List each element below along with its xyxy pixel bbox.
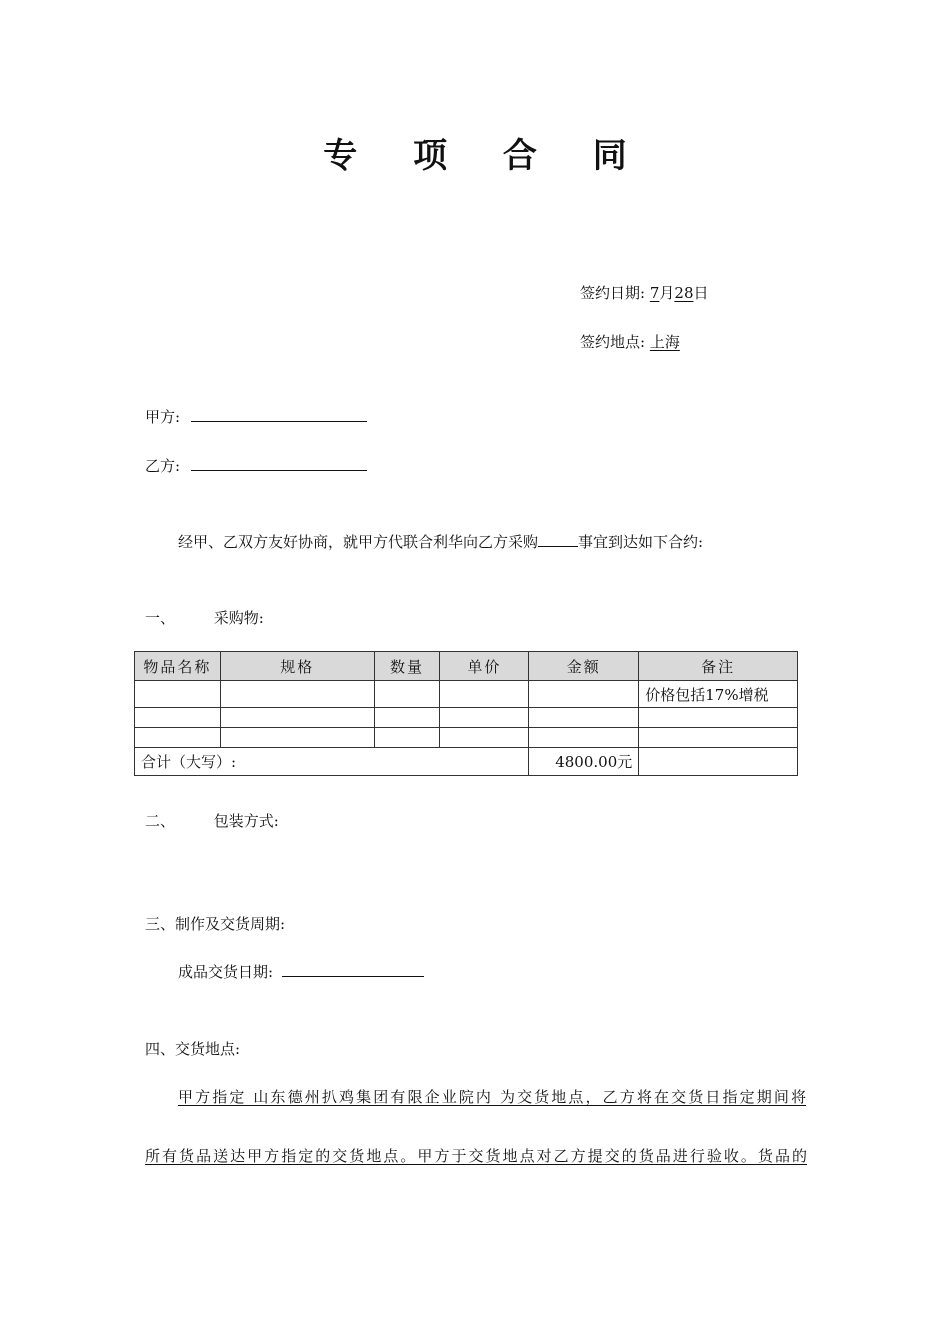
table-header-cell: 数量 xyxy=(374,652,440,681)
table-cell xyxy=(639,748,798,776)
table-cell xyxy=(440,708,529,728)
sign-day-unit: 日 xyxy=(693,284,709,302)
table-total-row xyxy=(135,748,798,776)
table-cell xyxy=(135,681,221,708)
table-row xyxy=(135,681,798,708)
party-a-blank xyxy=(191,407,367,422)
sign-place xyxy=(580,331,680,352)
section-4-line-2: 所有货品送达甲方指定的交货地点。甲方于交货地点对乙方提交的货品进行验收。货品的 xyxy=(145,1147,807,1165)
table-cell xyxy=(135,728,221,748)
section-2-number: 二、 xyxy=(145,812,176,830)
table-total-label: 合计（大写）: xyxy=(135,748,529,776)
section-2-title: 包装方式: xyxy=(213,812,279,830)
sign-place-value: 上海 xyxy=(649,333,680,351)
table-cell xyxy=(529,681,639,708)
sign-date-label: 签约日期: xyxy=(580,284,646,302)
section-4-line-1: 甲方指定 山东德州扒鸡集团有限企业院内 为交货地点，乙方将在交货日指定期间将 xyxy=(178,1088,806,1106)
table-cell xyxy=(374,708,440,728)
table-cell xyxy=(220,708,374,728)
party-b-label: 乙方: xyxy=(145,457,181,475)
sign-date xyxy=(580,282,709,303)
purchase-table xyxy=(134,651,798,776)
table-cell xyxy=(529,728,639,748)
intro-text-before: 经甲、乙双方友好协商，就甲方代联合利华向乙方采购 xyxy=(178,533,539,551)
table-header-cell: 备注 xyxy=(639,652,798,681)
section-1-heading xyxy=(145,607,264,628)
delivery-date-label: 成品交货日期: xyxy=(178,963,274,981)
table-cell xyxy=(440,681,529,708)
party-b xyxy=(145,455,367,476)
table-cell xyxy=(374,681,440,708)
table-cell xyxy=(639,728,798,748)
table-cell xyxy=(374,728,440,748)
table-header-cell: 规格 xyxy=(220,652,374,681)
table-row xyxy=(135,708,798,728)
table-header-cell: 单价 xyxy=(440,652,529,681)
sign-place-label: 签约地点: xyxy=(580,333,646,351)
party-a-label: 甲方: xyxy=(145,408,181,426)
delivery-date-blank xyxy=(282,962,424,977)
table-cell-note: 价格包括17%增税 xyxy=(639,681,798,708)
table-cell xyxy=(220,681,374,708)
sign-month: 7 xyxy=(649,284,660,302)
section-4-heading: 四、交货地点: xyxy=(145,1040,241,1058)
table-header-cell: 金额 xyxy=(529,652,639,681)
delivery-date xyxy=(178,961,424,982)
section-1-title: 采购物: xyxy=(213,609,264,627)
table-cell xyxy=(440,728,529,748)
table-header-row xyxy=(135,652,798,681)
table-header-cell: 物品名称 xyxy=(135,652,221,681)
party-a xyxy=(145,406,367,427)
table-cell xyxy=(529,708,639,728)
intro-paragraph xyxy=(178,531,703,552)
sign-day: 28 xyxy=(674,284,694,302)
table-row xyxy=(135,728,798,748)
table-cell xyxy=(220,728,374,748)
section-1-number: 一、 xyxy=(145,609,176,627)
intro-blank xyxy=(538,532,578,547)
party-b-blank xyxy=(191,456,367,471)
table-cell xyxy=(639,708,798,728)
intro-text-after: 事宜到达如下合约: xyxy=(578,533,704,551)
document-title: 专 项 合 同 xyxy=(323,136,649,176)
sign-month-unit: 月 xyxy=(659,284,675,302)
section-2-heading xyxy=(145,810,279,831)
section-3-heading: 三、制作及交货周期: xyxy=(145,915,286,933)
table-total-amount: 4800.00元 xyxy=(529,748,639,776)
table-cell xyxy=(135,708,221,728)
